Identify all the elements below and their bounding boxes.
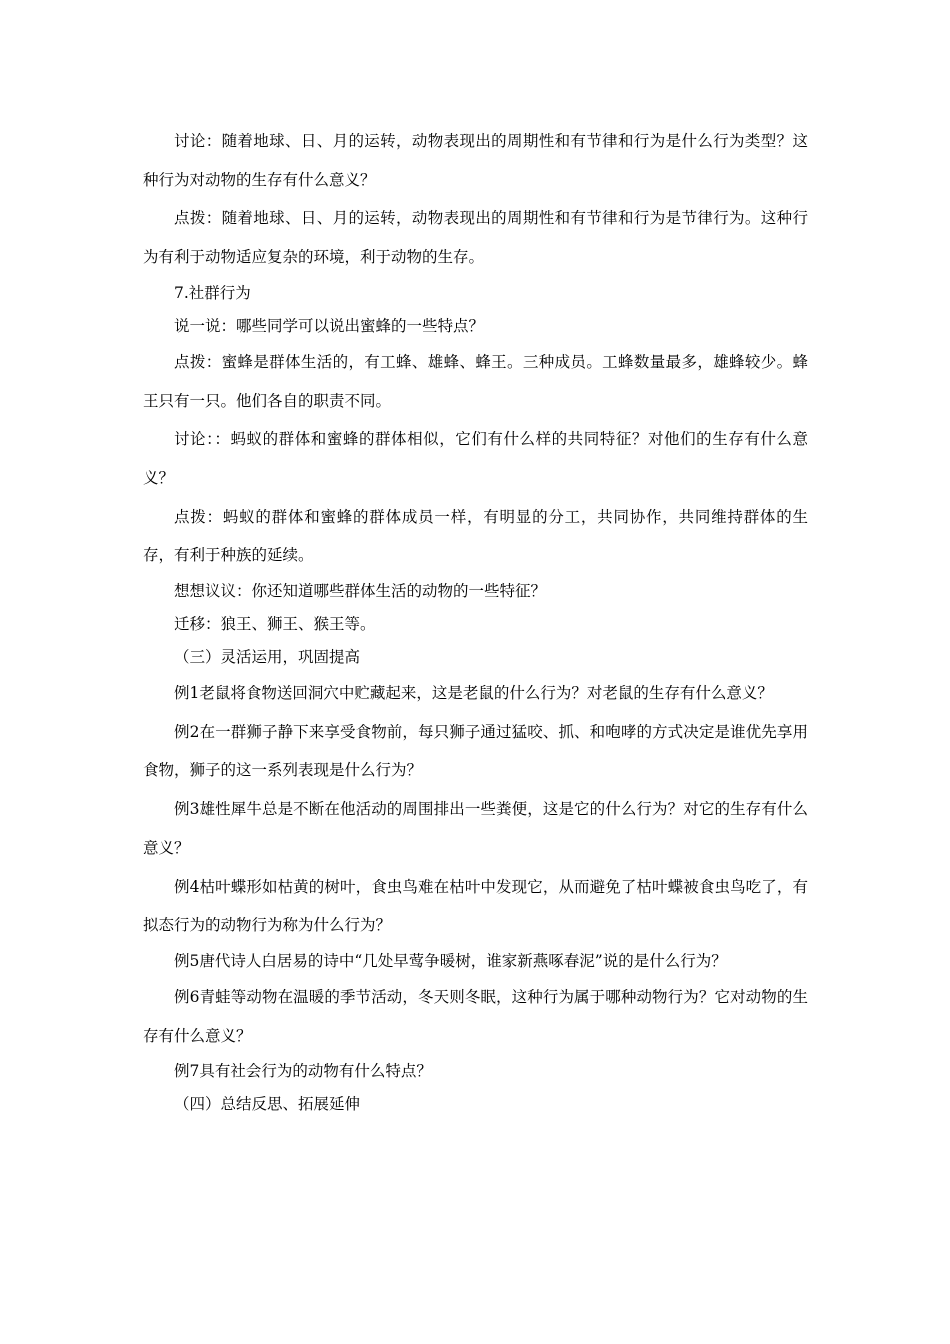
example-1: 例1老鼠将食物送回洞穴中贮藏起来，这是老鼠的什么行为？对老鼠的生存有什么意义？ bbox=[174, 684, 773, 703]
paragraph-hint-rhythm: 点拨：随着地球、日、月的运转，动物表现出的周期性和有节律和行为是节律行为。这种行为有利于动物适应复杂的环境，利于动物的生存。 bbox=[143, 209, 808, 267]
paragraph-discussion-rhythm: 讨论：随着地球、日、月的运转，动物表现出的周期性和有节律和行为是什么行为类型？这种行为对动物的生存有什么意义？ bbox=[143, 132, 808, 189]
example-3: 例3雄性犀牛总是不断在他活动的周围排出一些粪便，这是它的什么行为？对它的生存有什么意义？ bbox=[143, 800, 808, 857]
paragraph-hint-ants: 点拨：蚂蚁的群体和蜜蜂的群体成员一样，有明显的分工，共同协作，共同维持群体的生存，有利于种族的延续。 bbox=[143, 507, 808, 565]
example-4: 例4枯叶蝶形如枯黄的树叶，食虫鸟难在枯叶中发现它，从而避免了枯叶蝶被食虫鸟吃了，有拟态行为的动物行为称为什么行为？ bbox=[143, 877, 808, 935]
document-body bbox=[143, 122, 808, 1121]
paragraph-think-discuss: 想想议议：你还知道哪些群体生活的动物的一些特征？ bbox=[174, 582, 547, 601]
example-5: 例5唐代诗人白居易的诗中“几处早莺争暖树，谁家新燕啄春泥”说的是什么行为？ bbox=[174, 951, 727, 970]
section-heading-social-behavior: 7.社群行为 bbox=[174, 283, 251, 302]
example-6: 例6青蛙等动物在温暖的季节活动，冬天则冬眠，这种行为属于哪种动物行为？它对动物的生存有什么意义？ bbox=[143, 987, 808, 1045]
section-heading-apply: （三）灵活运用，巩固提高 bbox=[174, 648, 361, 667]
paragraph-discussion-ants: 讨论：：蚂蚁的群体和蜜蜂的群体相似，它们有什么样的共同特征？对他们的生存有什么意义？ bbox=[143, 430, 808, 487]
section-heading-summary: （四）总结反思、拓展延伸 bbox=[174, 1095, 361, 1114]
paragraph-talk-bees: 说一说：哪些同学可以说出蜜蜂的一些特点？ bbox=[174, 316, 485, 335]
paragraph-hint-bees: 点拨：蜜蜂是群体生活的，有工蜂、雄蜂、蜂王。三种成员。工蜂数量最多，雄蜂较少。蜂王只有一只。他们各自的职责不同。 bbox=[143, 352, 808, 410]
paragraph-transfer: 迁移：狼王、狮王、猴王等。 bbox=[174, 615, 376, 634]
example-2: 例2在一群狮子静下来享受食物前，每只狮子通过猛咬、抓、和咆哮的方式决定是谁优先享用食物，狮子的这一系列表现是什么行为？ bbox=[143, 722, 808, 780]
example-7: 例7具有社会行为的动物有什么特点？ bbox=[174, 1062, 432, 1081]
